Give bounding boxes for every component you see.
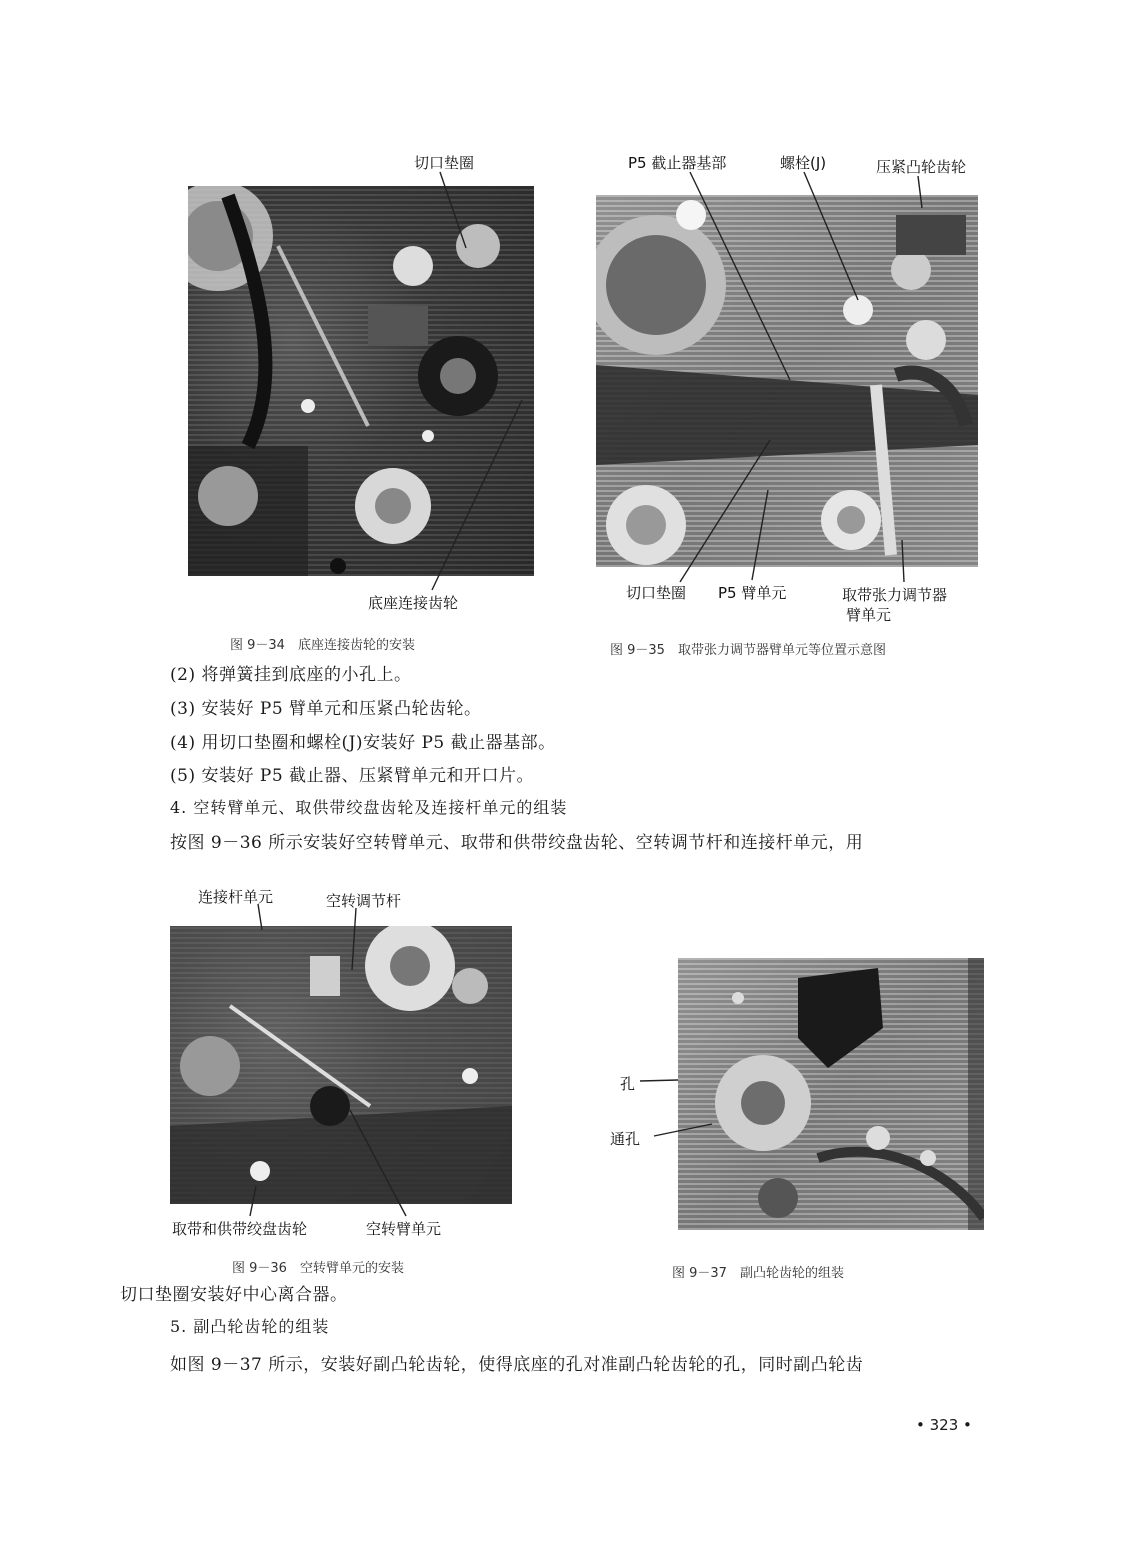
section-4-line-2: 切口垫圈安装好中心离合器。 xyxy=(120,1285,348,1305)
step-2: (2) 将弹簧挂到底座的小孔上。 xyxy=(170,665,412,685)
section-4-heading: 4. 空转臂单元、取供带绞盘齿轮及连接杆单元的组装 xyxy=(170,798,568,817)
fig35-label-p5-stopper-base: P5 截止器基部 xyxy=(628,154,727,172)
mechanism-illustration xyxy=(678,958,984,1230)
fig34-caption: 图 9－34 底座连接齿轮的安装 xyxy=(230,638,415,653)
fig37-label-through-hole: 通孔 xyxy=(610,1130,641,1148)
fig34-label-notch-washer: 切口垫圈 xyxy=(414,154,475,172)
fig35-label-notch-washer: 切口垫圈 xyxy=(626,584,687,602)
fig37-label-hole: 孔 xyxy=(620,1075,636,1093)
fig35-label-tension-regulator: 取带张力调节器 xyxy=(842,586,948,604)
step-5: (5) 安装好 P5 截止器、压紧臂单元和开口片。 xyxy=(170,766,535,786)
fig36-label-link-rod-unit: 连接杆单元 xyxy=(198,888,274,906)
step-4: (4) 用切口垫圈和螺栓(J)安装好 P5 截止器基部。 xyxy=(170,733,556,753)
page-number: • 323 • xyxy=(916,1416,972,1434)
figure-9-35-photo xyxy=(596,195,978,567)
figure-9-34-photo xyxy=(188,186,534,576)
mechanism-illustration xyxy=(188,186,534,576)
fig35-label-bolt-j: 螺栓(J) xyxy=(780,154,827,172)
figure-9-36-photo xyxy=(170,926,512,1204)
fig37-caption: 图 9－37 副凸轮齿轮的组装 xyxy=(672,1266,844,1281)
section-5-heading: 5. 副凸轮齿轮的组装 xyxy=(170,1317,330,1336)
section-4-line-1: 按图 9－36 所示安装好空转臂单元、取带和供带绞盘齿轮、空转调节杆和连接杆单元，用 xyxy=(170,833,864,853)
mechanism-illustration xyxy=(170,926,512,1204)
section-5-line-1: 如图 9－37 所示，安装好副凸轮齿轮，使得底座的孔对准副凸轮齿轮的孔，同时副凸轮齿 xyxy=(170,1355,864,1375)
fig35-label-pressure-cam-gear: 压紧凸轮齿轮 xyxy=(876,158,967,176)
mechanism-illustration xyxy=(596,195,978,567)
fig36-label-reel-gears: 取带和供带绞盘齿轮 xyxy=(172,1220,308,1238)
fig36-caption: 图 9－36 空转臂单元的安装 xyxy=(232,1261,404,1276)
fig35-label-p5-arm-unit: P5 臂单元 xyxy=(718,584,787,602)
step-3: (3) 安装好 P5 臂单元和压紧凸轮齿轮。 xyxy=(170,699,482,719)
fig36-label-idler-arm-unit: 空转臂单元 xyxy=(366,1220,442,1238)
fig34-label-base-gear: 底座连接齿轮 xyxy=(368,594,459,612)
fig35-label-arm-unit: 臂单元 xyxy=(846,606,892,624)
figure-9-37-photo xyxy=(678,958,984,1230)
fig36-label-idler-adjust-rod: 空转调节杆 xyxy=(326,892,402,910)
fig35-caption: 图 9－35 取带张力调节器臂单元等位置示意图 xyxy=(610,643,886,658)
